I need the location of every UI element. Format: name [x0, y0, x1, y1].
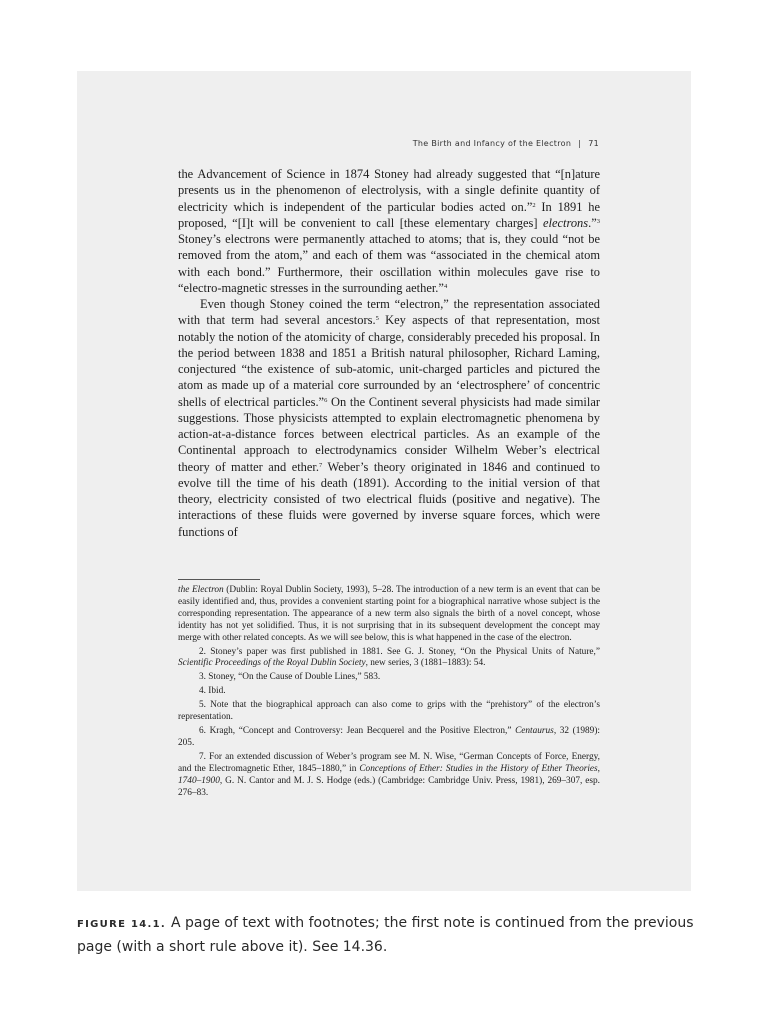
figure-caption	[77, 912, 705, 958]
page-number: 71	[588, 139, 599, 148]
figure-label: FIGURE 14.1.	[77, 919, 166, 930]
paragraph-1	[178, 166, 600, 296]
footnote-7	[178, 752, 600, 800]
note-ref: 5	[375, 315, 379, 323]
footnote-2	[178, 647, 600, 671]
text-run: In 1891 he proposed, “[I]t will be convenient to call [these elementary charges]	[178, 199, 600, 230]
italic-title: the Electron	[178, 585, 224, 595]
footnotes	[178, 585, 600, 799]
running-title: The Birth and Infancy of the Electron	[412, 139, 572, 148]
text-run: , G. N. Cantor and M. J. S. Hodge (eds.) (Cambridge: Cambridge Univ. Press, 1981), 269–307, esp. 276–83.	[178, 775, 600, 798]
header-separator: |	[578, 139, 582, 148]
note-ref: 2	[532, 201, 536, 209]
footnote-3: 3. Stoney, “On the Cause of Double Lines,” 583.	[199, 672, 381, 683]
note-ref: 3	[596, 217, 600, 225]
text-run: (Dublin: Royal Dublin Society, 1993), 5–28. The introduction of a new term is an event that can be easily identified and, thus, provides a convenient starting point for a biographical narrative whose subject is the corresponding representation. The appearance of a new term also signals the birth of a novel concept, whose identity has not yet solidified. Thus, it is not surprising that in its subsequent development the concept may merge with other related concepts. As we will see below, this is what happened in the case of the electron.	[178, 585, 601, 643]
footnote-6	[178, 726, 600, 750]
italic-term: electrons	[542, 215, 589, 230]
text-run: , new series, 3 (1881–1883): 54.	[365, 658, 486, 669]
text-run: .”	[588, 215, 597, 230]
footnote-4: 4. Ibid.	[199, 686, 226, 697]
text-run: , 32 (1989): 205.	[178, 725, 600, 748]
note-ref: 7	[318, 461, 323, 469]
text-run: Weber’s theory originated in 1846 and continued to evolve till the time of his death (1891). According to the initial version of that theory, electricity consisted of two electrical fluids (positive and negative). The interactions of these fluids were governed by inverse square forces, which were functions of	[178, 459, 601, 539]
note-ref: 4	[443, 282, 448, 290]
italic-title: Scientific Proceedings of the Royal Dublin Society	[178, 658, 366, 669]
italic-title: Conceptions of Ether: Studies in the History of Ether Theories, 1740–1900	[178, 763, 600, 786]
text-run: 6. Kragh, “Concept and Controversy: Jean Becquerel and the Positive Electron,”	[199, 725, 516, 736]
caption-text: A page of text with footnotes; the first note is continued from the previous page (with a short rule above it). See 14.36.	[77, 915, 694, 955]
footnote-5: 5. Note that the biographical approach can also come to grips with the “prehistory” of the electron’s representation.	[178, 700, 600, 723]
text-run: 2. Stoney’s paper was first published in 1881. See G. J. Stoney, “On the Physical Units of Nature,”	[199, 646, 600, 657]
body-text	[178, 166, 600, 540]
footnote-rule	[178, 579, 260, 580]
text-run: Key aspects of that representation, most notably the notion of the atomicity of charge, considerably preceded his proposal. In the period between 1838 and 1851 a British natural philosopher, Richard Laming, conjectured “the existence of sub-atomic, unit-charged particles and pictured the atom as made up of a material core surrounded by an ‘electrosphere’ of concentric shells of electrical particles.”	[178, 313, 600, 409]
text-run: the Advancement of Science in 1874 Stoney had already suggested that “[n]ature presents us in the phenomenon of electrolysis, with a single definite quantity of electricity which is independent of the particular bodies acted on.”	[178, 167, 600, 214]
note-ref: 6	[324, 396, 328, 404]
footnote-continued	[178, 585, 600, 645]
text-run: On the Continent several physicists had made similar suggestions. Those physicists attempted to explain electromagnetic phenomena by action-at-a-distance forces between electrical particles. As an example of the Continental approach to electrodynamics consider Wilhelm Weber’s electrical theory of matter and ether.	[178, 394, 600, 474]
text-run: Stoney’s electrons were permanently attached to atoms; that is, they could “not be removed from the atom,” and each of them was “associated in the chemical atom with each bond.” Furthermore, their oscillation within molecules gave rise to “electro-magnetic stresses in the surrounding aether.”	[178, 232, 600, 295]
paragraph-2	[178, 296, 600, 540]
text-run: Even though Stoney coined the term “electron,” the representation associated with that term had several ancestors.	[178, 297, 600, 328]
text-run: 7. For an extended discussion of Weber’s program see M. N. Wise, “German Concepts of Force, Energy, and the Electromagnetic Ether, 1845–1880,” in	[178, 751, 600, 774]
italic-title: Centaurus	[515, 725, 554, 736]
book-page	[77, 71, 691, 891]
running-head	[413, 139, 599, 148]
